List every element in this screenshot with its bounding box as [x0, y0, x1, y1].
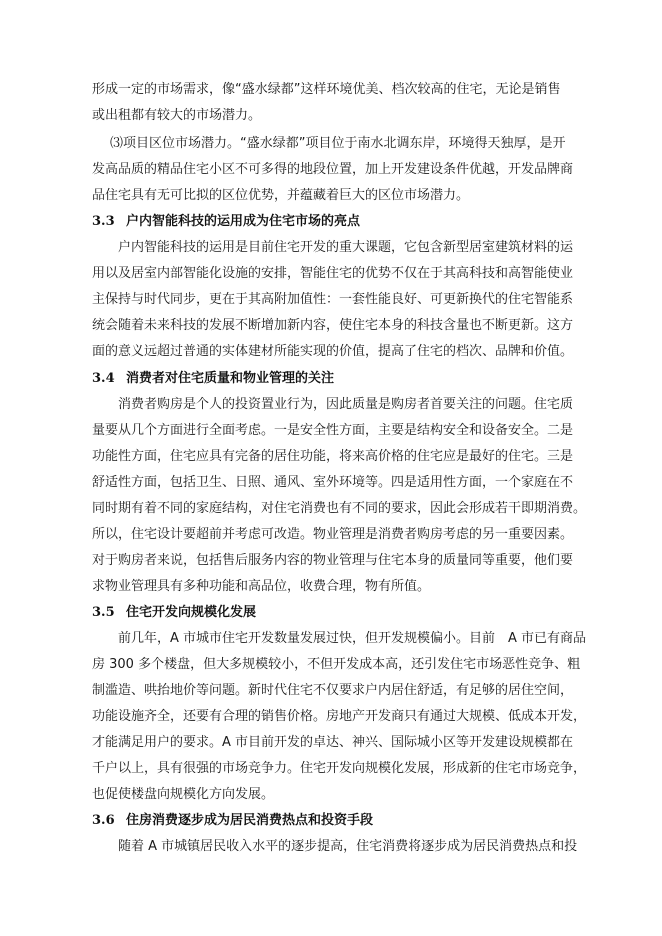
text-line: 才能满足用户的要求。A 市目前开发的卓达、神兴、国际城小区等开发建设规模都在	[92, 735, 574, 750]
text-line: 前几年，A 市城市住宅开发数量发展过快，但开发规模偏小。目前 A 市已有商品	[118, 631, 587, 646]
text-line: 所以，住宅设计要超前并考虑可改造。物业管理是消费者购房考虑的另一重要因素。	[92, 527, 574, 542]
text-line: 功能性方面，住宅应具有完备的居住功能，将来高价格的住宅应是最好的住宅。三是	[92, 449, 574, 464]
text-line: 发高品质的精品住宅小区不可多得的地段位置，加上开发建设条件优越，开发品牌商	[92, 162, 574, 177]
section-number: 3.5	[92, 605, 115, 620]
section-title: 消费者对住宅质量和物业管理的关注	[126, 371, 335, 386]
section-number: 3.4	[92, 371, 115, 386]
text-line: 同时期有着不同的家庭结构，对住宅消费也有不同的要求，因此会形成若干即期消费。	[92, 501, 587, 516]
text-line: 主保持与时代同步，更在于其高附加值性：一套性能良好、可更新换代的住宅智能系	[92, 292, 574, 307]
section-number: 3.6	[92, 813, 115, 828]
section-heading-3-5	[92, 605, 256, 621]
section-title: 户内智能科技的运用成为住宅市场的亮点	[126, 214, 361, 229]
text-line: 统会随着未来科技的发展不断增加新内容，使住宅本身的科技含量也不断更新。这方	[92, 318, 574, 333]
text-line: 或出租都有较大的市场潜力。	[92, 108, 262, 123]
text-line: ⑶项目区位市场潜力。“盛水绿都”项目位于南水北调东岸，环境得天独厚，是开	[110, 136, 566, 151]
section-title: 住宅开发向规模化发展	[126, 605, 257, 620]
text-line: 千户以上，具有很强的市场竞争力。住宅开发向规模化发展，形成新的住宅市场竞争，	[92, 761, 587, 776]
text-line: 户内智能科技的运用是目前住宅开发的重大课题，它包含新型居室建筑材料的运	[118, 240, 574, 255]
text-line: 用以及居室内部智能化设施的安排，智能住宅的优势不仅在于其高科技和高智能使业	[92, 266, 574, 281]
text-line: 量要从几个方面进行全面考虑。一是安全性方面，主要是结构安全和设备安全。二是	[92, 423, 574, 438]
text-line: 面的意义远超过普通的实体建材所能实现的价值，提高了住宅的档次、品牌和价值。	[92, 344, 574, 359]
text-line: 舒适性方面，包括卫生、日照、通风、室外环境等。四是适用性方面，一个家庭在不	[92, 475, 574, 490]
section-title: 住房消费逐步成为居民消费热点和投资手段	[126, 813, 374, 828]
section-heading-3-3	[92, 214, 360, 230]
section-heading-3-4	[92, 371, 334, 387]
text-line: 也促使楼盘向规模化方向发展。	[92, 787, 275, 802]
text-line: 功能设施齐全，还要有合理的销售价格。房地产开发商只有通过大规模、低成本开发，	[92, 709, 587, 724]
text-line: 消费者购房是个人的投资置业行为，因此质量是购房者首要关注的问题。住宅质	[118, 397, 574, 412]
text-line: 制滥造、哄抬地价等问题。新时代住宅不仅要求户内居住舒适，有足够的居住空间，	[92, 683, 574, 698]
section-number: 3.3	[92, 214, 115, 229]
text-line: 形成一定的市场需求，像“盛水绿都”这样环境优美、档次较高的住宅，无论是销售	[92, 82, 561, 97]
text-line: 随着 A 市城镇居民收入水平的逐步提高，住宅消费将逐步成为居民消费热点和投	[118, 839, 578, 854]
text-line: 品住宅具有无可比拟的区位优势，并蕴藏着巨大的区位市场潜力。	[92, 188, 470, 203]
text-line: 对于购房者来说，包括售后服务内容的物业管理与住宅本身的质量同等重要，他们要	[92, 553, 574, 568]
text-line: 房 300 多个楼盘，但大多规模较小，不但开发成本高，还引发住宅市场恶性竞争、粗	[92, 657, 581, 672]
section-heading-3-6	[92, 813, 373, 829]
text-line: 求物业管理具有多种功能和高品位，收费合理，物有所值。	[92, 579, 431, 594]
